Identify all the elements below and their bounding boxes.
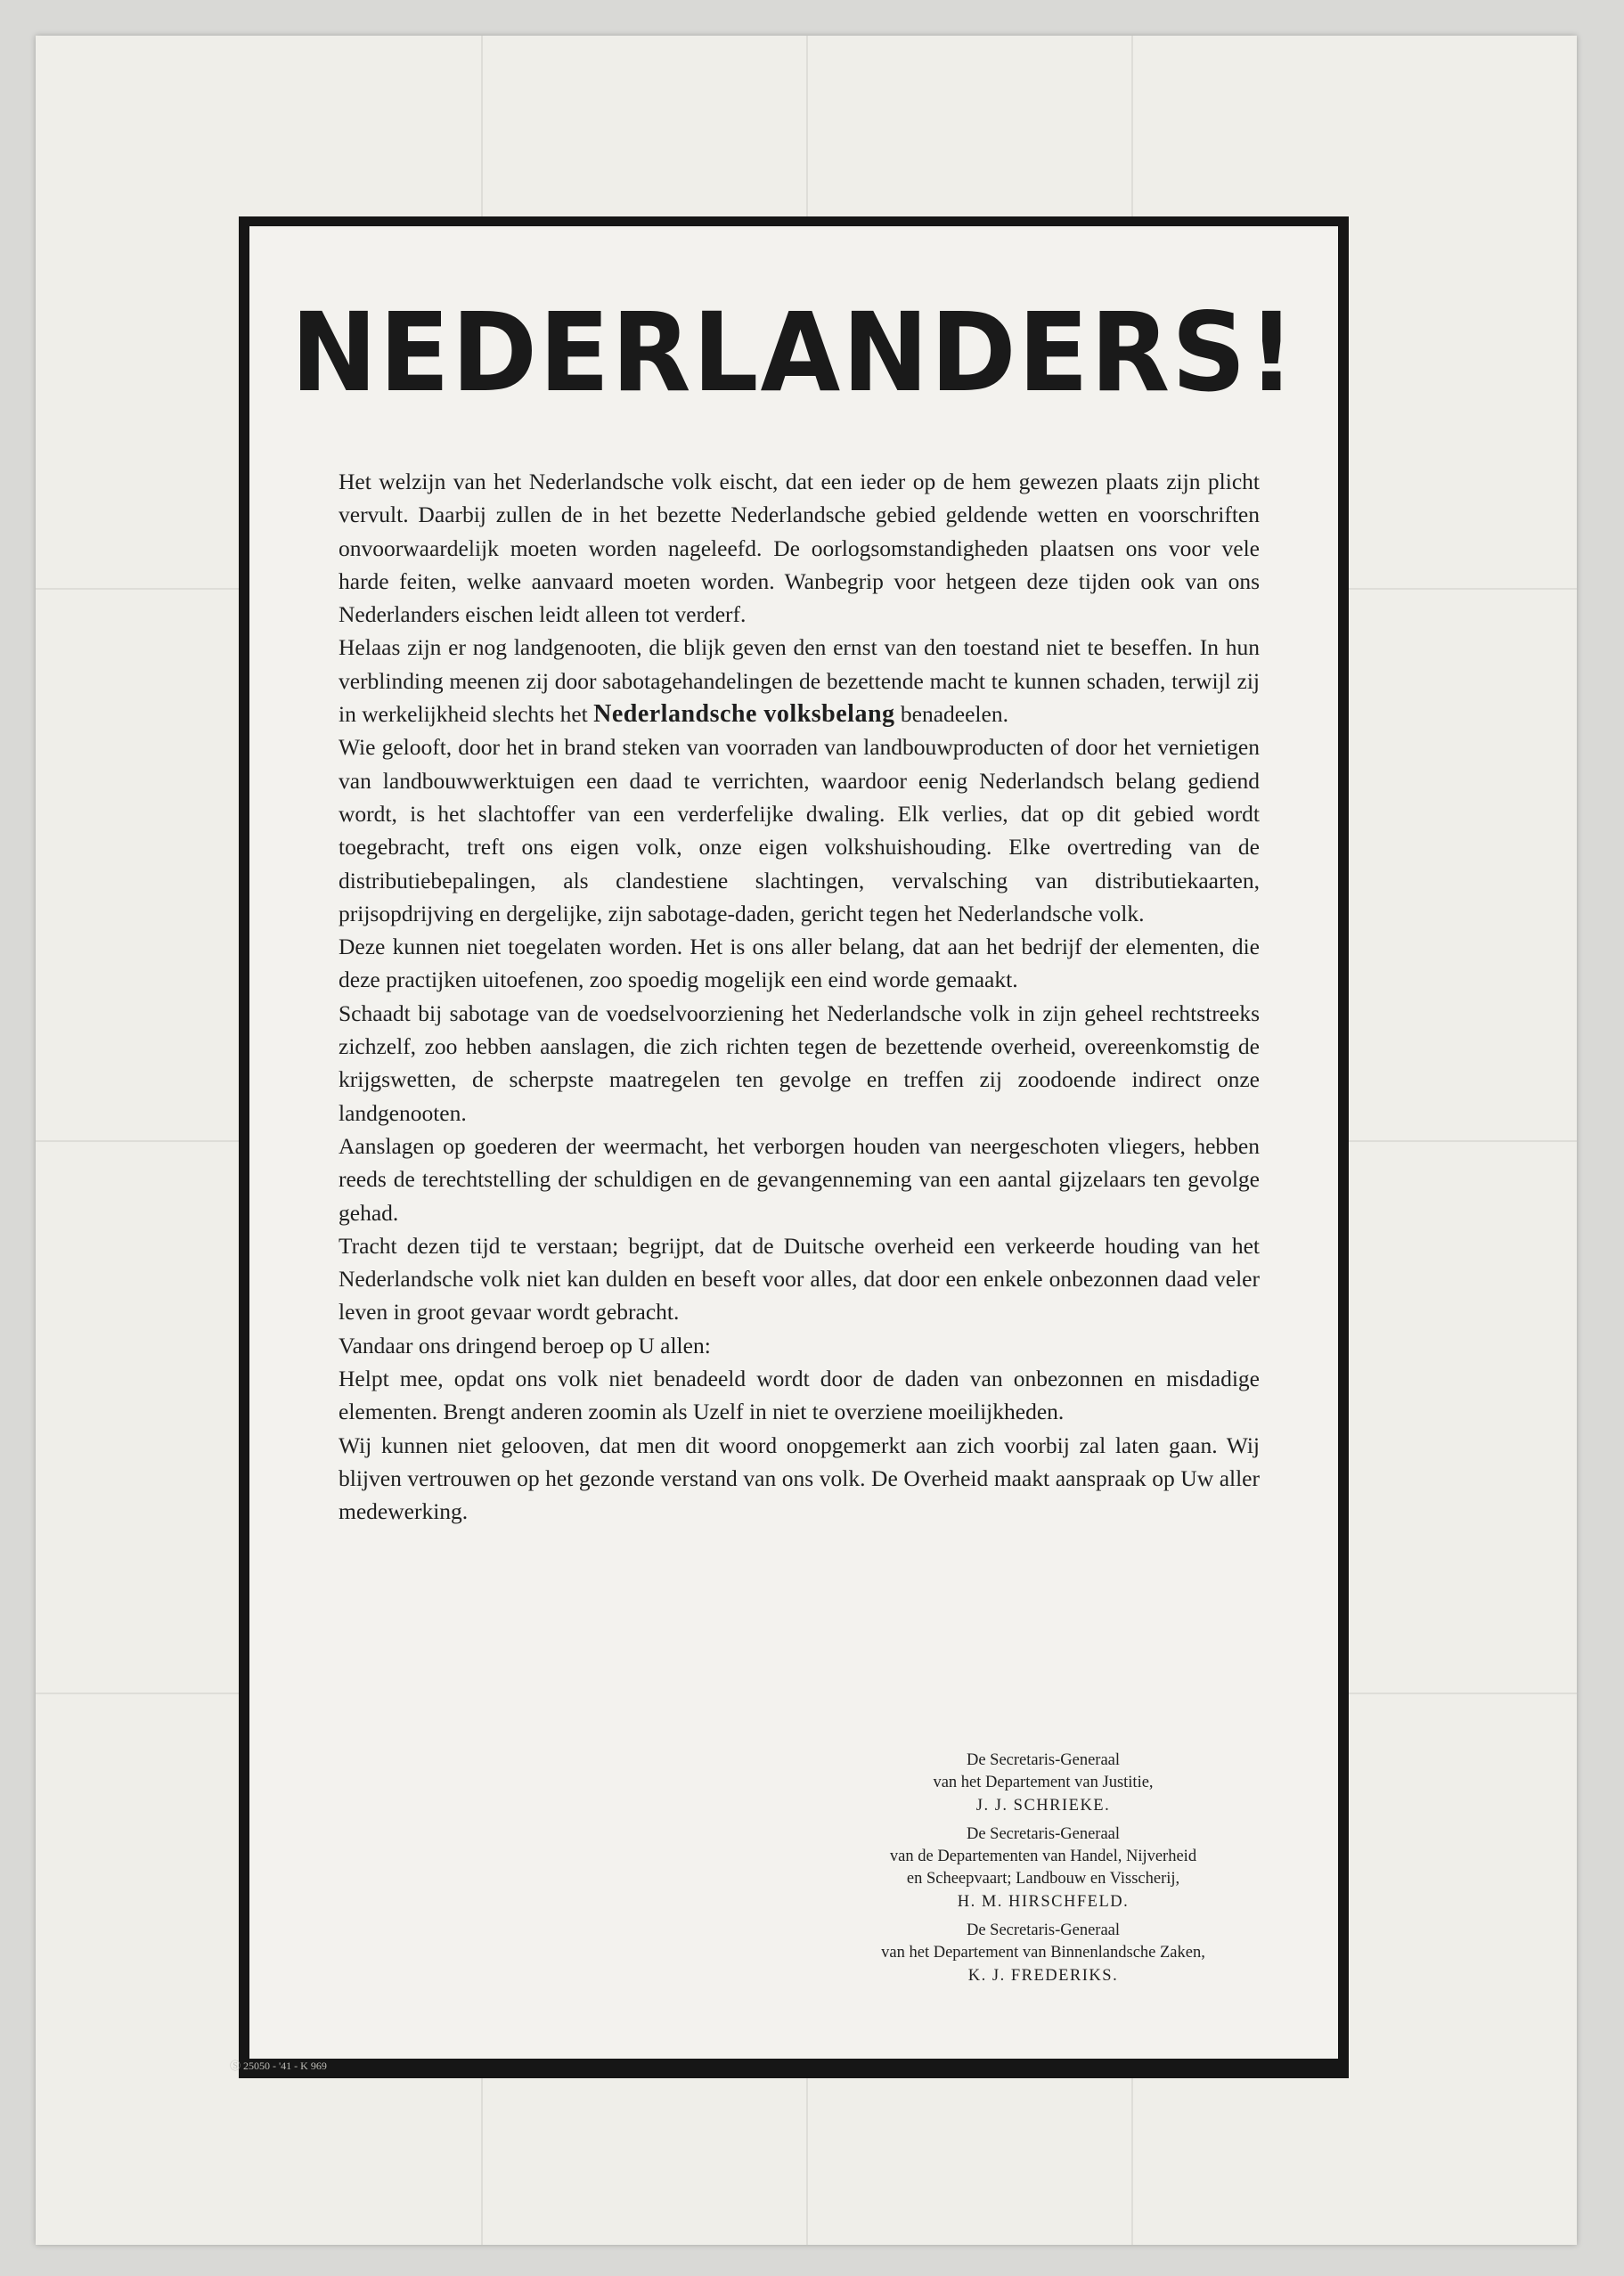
paragraph: Tracht dezen tijd te verstaan; begrijpt, dat de Duitsche overheid een verkeerde houding van het Nederlandsche volk niet kan dulden en beseft voor alles, dat door een enkele onbezonnen daad veler leven in groot gevaar wordt gebracht. (339, 1232, 1260, 1326)
printer-mark: Ⓢ 25050 - '41 - K 969 (230, 2060, 327, 2072)
signatory-name: K. J. FREDERIKS. (967, 1967, 1119, 1985)
poster-title: NEDERLANDERS! (290, 290, 1297, 417)
paragraph: Schaadt bij sabotage van de voedselvoorziening het Nederlandsche volk in zijn geheel rechtstreeks zichzelf, zoo hebben aanslagen, die zich richten tegen de bezettende overheid, overeenkomstig de krijgswetten, de scherpste maatregelen ten gevolge en treffen zij zoodoende indirect onze landgenooten. (339, 999, 1260, 1126)
paragraph: Vandaar ons dringend beroep op U allen: (339, 1332, 711, 1358)
signatory-name: J. J. SCHRIEKE. (975, 1797, 1111, 1815)
paragraph-text: Helaas zijn er nog landgenooten, die blijk geven den ernst van den toestand niet te beseffen. In hun verblinding meenen zij door sabotagehandelingen de bezettende macht te kunnen schaden, terwijl zij in werkelijkheid slechts het (339, 634, 1260, 728)
signatory-title: De Secretaris-Generaal (966, 1825, 1121, 1843)
paragraph: Helpt mee, opdat ons volk niet benadeeld wordt door de daden van onbezonnen en misdadige elementen. Brengt anderen zoomin als Uzelf in niet te overziene moeilijkheden. (339, 1366, 1260, 1425)
signatory-title: De Secretaris-Generaal (966, 1921, 1121, 1939)
signatory-department: van het Departement van Binnenlandsche Zaken, (881, 1944, 1205, 1962)
black-border-frame (239, 216, 1349, 2078)
emphasis-text: Nederlandsche volksbelang (593, 700, 895, 729)
paragraph: Het welzijn van het Nederlandsche volk eischt, dat een ieder op de hem gewezen plaats zijn plicht vervult. Daarbij zullen de in het bezette Nederlandsche gebied geldende wetten en voorschriften onvoorwaardelijk moeten worden nageleefd. De oorlogsomstandigheden plaatsen ons voor vele harde feiten, welke aanvaard moeten worden. Wanbegrip voor hetgeen deze tijden ook van ons Nederlanders eischen leidt alleen tot verderf. (339, 469, 1260, 628)
signatory-department: en Scheepvaart; Landbouw en Visscherij, (906, 1870, 1180, 1888)
paragraph: Aanslagen op goederen der weermacht, het verborgen houden van neergeschoten vliegers, hebben reeds de terechtstelling der schuldigen en de gevangenneming van een aantal gijzelaars ten gevolge gehad. (339, 1132, 1260, 1226)
paragraph: Wij kunnen niet gelooven, dat men dit woord onopgemerkt aan zich voorbij zal laten gaan. Wij blijven vertrouwen op het gezonde verstand van ons volk. De Overheid maakt aanspraak op Uw aller medewerking. (339, 1432, 1260, 1525)
proclamation-body (339, 465, 1260, 1529)
signatory-block (820, 1750, 1267, 1818)
signatory-name: H. M. HIRSCHFELD. (957, 1893, 1130, 1911)
poster-sheet (36, 36, 1577, 2245)
signatures (820, 1750, 1267, 1994)
paragraph: Wie gelooft, door het in brand steken van voorraden van landbouwproducten of door het vernietigen van landbouwwerktuigen een daad te verrichten, waardoor eenig Nederlandsch belang gediend wordt, is het slachtoffer van een verderfelijke dwaling. Elk verlies, dat op dit gebied wordt toegebracht, treft ons eigen volk, onze eigen volkshuishouding. Elke overtreding van de distributiebepalingen, als clandestiene slachtingen, vervalsching van distributiekaarten, prijsopdrijving en dergelijke, zijn sabotage-daden, gericht tegen het Nederlandsche volk. (339, 734, 1260, 926)
paragraph (339, 631, 1260, 730)
signatory-department: van het Departement van Justitie, (933, 1774, 1154, 1791)
signatory-title: De Secretaris-Generaal (966, 1751, 1121, 1769)
signatory-block (820, 1823, 1267, 1914)
paragraph-text: benadeelen. (894, 701, 1008, 728)
paragraph: Deze kunnen niet toegelaten worden. Het is ons aller belang, dat aan het bedrijf der elementen, die deze practijken uitoefenen, zoo spoedig mogelijk een eind worde gemaakt. (339, 934, 1260, 993)
signatory-block (820, 1920, 1267, 1988)
signatory-department: van de Departementen van Handel, Nijverheid (889, 1848, 1197, 1865)
